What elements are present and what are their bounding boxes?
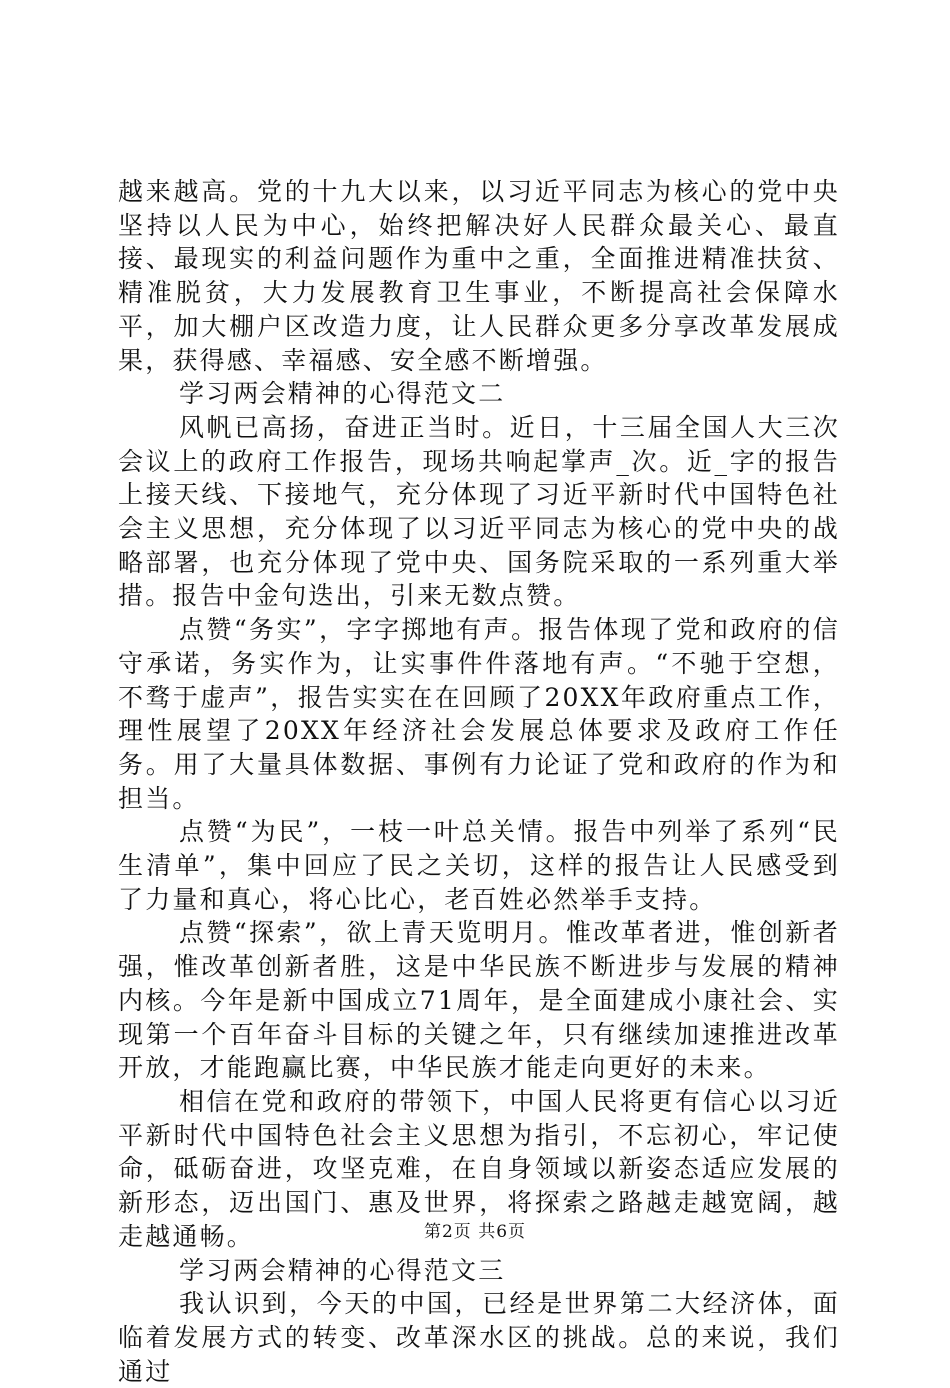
- section-heading: 学习两会精神的心得范文二: [179, 379, 506, 409]
- document-body: [118, 175, 840, 1388]
- paragraph: 点赞“探索”，欲上青天览明月。惟改革者进，惟创新者强，惟改革创新者胜，这是中华民族不断进步与发展的精神内核。今年是新中国成立71周年，是全面建成小康社会、实现第一个百年奋斗目标的关键之年，只有继续加速推进改革开放，才能跑赢比赛，中华民族才能走向更好的未来。: [118, 918, 840, 1083]
- paragraph: 相信在党和政府的带领下，中国人民将更有信心以习近平新时代中国特色社会主义思想为指引，不忘初心，牢记使命，砥砺奋进，攻坚克难，在自身领域以新姿态适应发展的新形态，迈出国门、惠及世界，将探索之路越走越宽阔，越走越通畅。: [118, 1086, 840, 1251]
- paragraph: 点赞“务实”，字字掷地有声。报告体现了党和政府的信守承诺，务实作为，让实事件件落地有声。“不驰于空想，不骛于虚声”，报告实实在在回顾了20XX年政府重点工作，理性展望了20XX年经济社会发展总体要求及政府工作任务。用了大量具体数据、事例有力论证了党和政府的作为和担当。: [118, 615, 840, 813]
- paragraph: 点赞“为民”，一枝一叶总关情。报告中列举了系列“民生清单”，集中回应了民之关切，这样的报告让人民感受到了力量和真心，将心比心，老百姓必然举手支持。: [118, 817, 840, 914]
- section-heading: 学习两会精神的心得范文三: [179, 1255, 506, 1285]
- paragraph: 我认识到，今天的中国，已经是世界第二大经济体，面临着发展方式的转变、改革深水区的挑战。总的来说，我们通过: [118, 1289, 840, 1386]
- paragraph: 越来越高。党的十九大以来，以习近平同志为核心的党中央坚持以人民为中心，始终把解决好人民群众最关心、最直接、最现实的利益问题作为重中之重，全面推进精准扶贫、精准脱贫，大力发展教育卫生事业，不断提高社会保障水平，加大棚户区改造力度，让人民群众更多分享改革发展成果，获得感、幸福感、安全感不断增强。: [118, 177, 840, 375]
- page-number-footer: 第2页 共6页: [423, 1222, 527, 1242]
- paragraph: 风帆已高扬，奋进正当时。近日，十三届全国人大三次会议上的政府工作报告，现场共响起掌声_次。近_字的报告上接天线、下接地气，充分体现了习近平新时代中国特色社会主义思想，充分体现了以习近平同志为核心的党中央的战略部署，也充分体现了党中央、国务院采取的一系列重大举措。报告中金句迭出，引来无数点赞。: [118, 412, 840, 611]
